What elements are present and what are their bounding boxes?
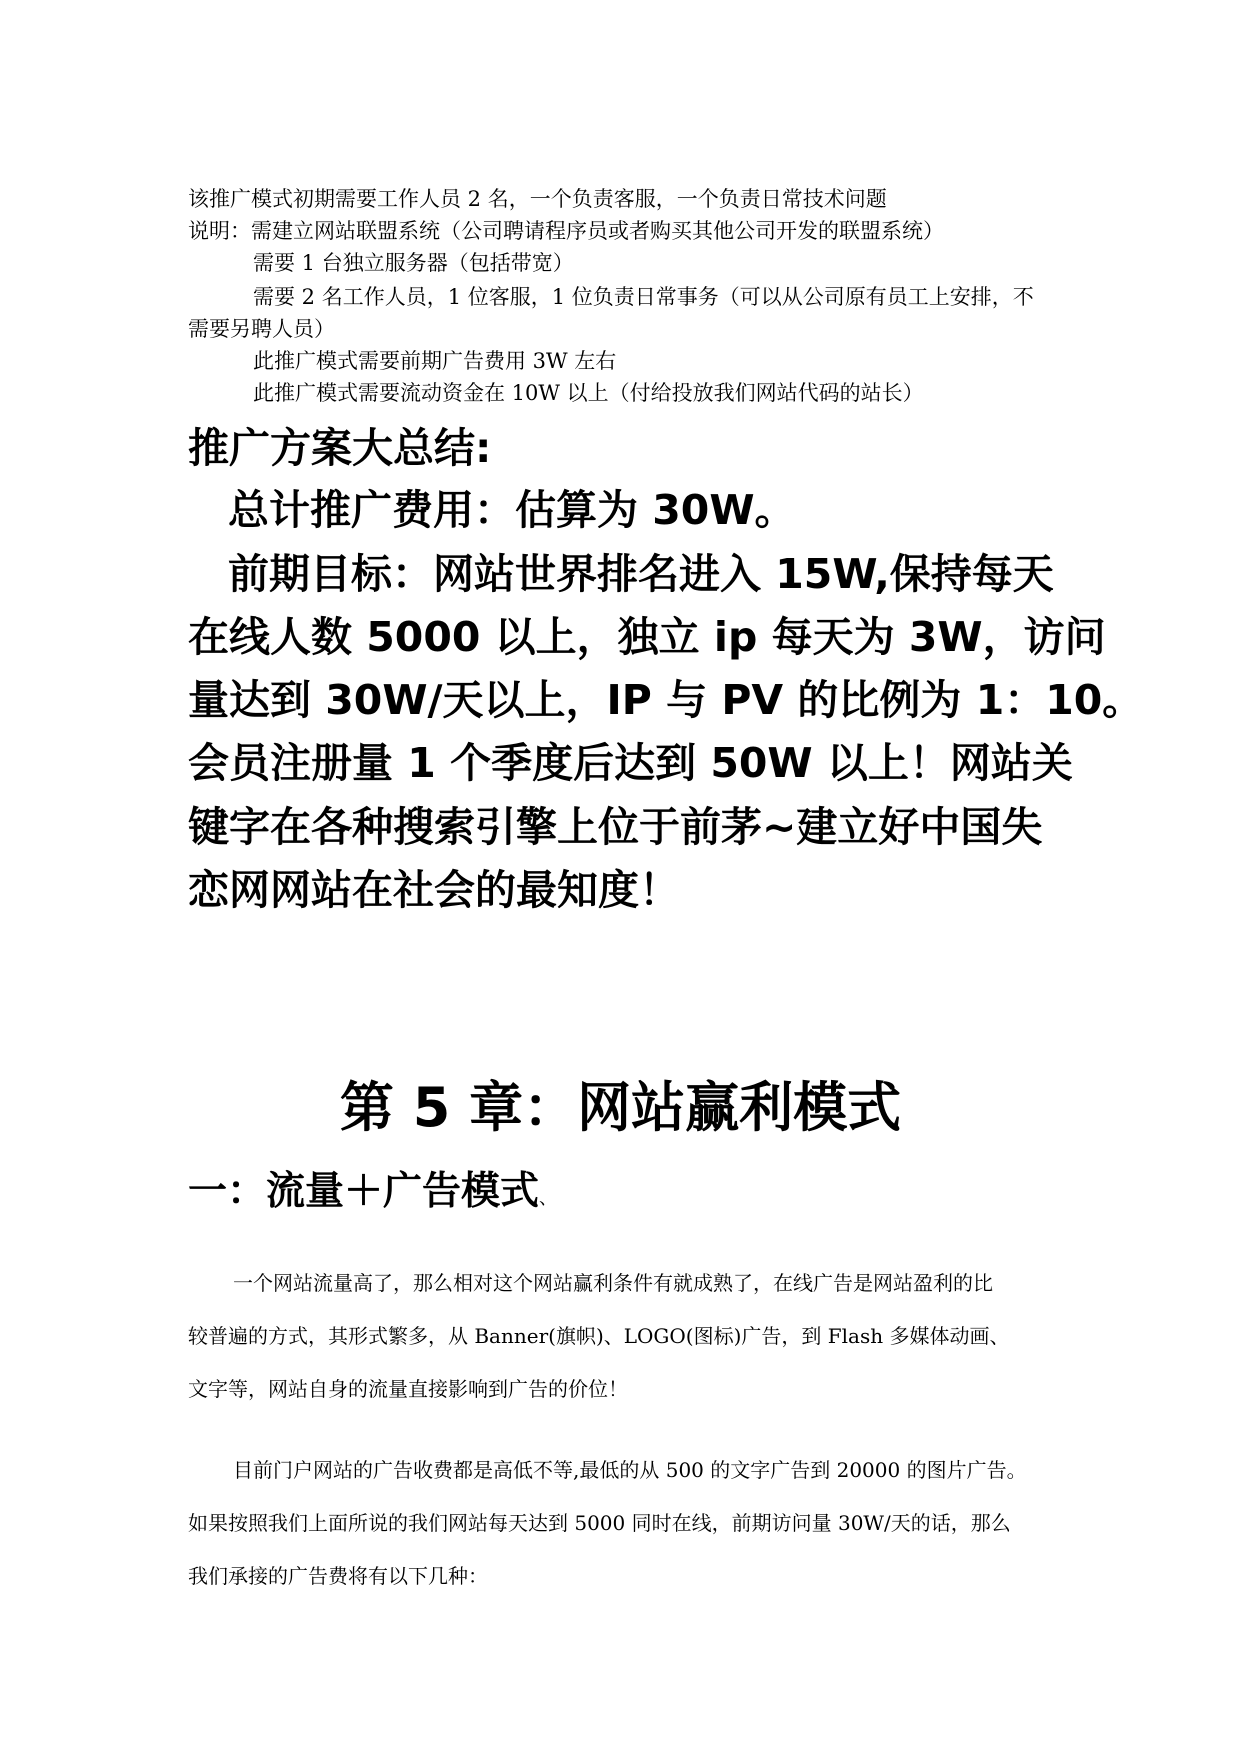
body-line: 较普遍的方式，其形式繁多，从 Banner(旗帜)、LOGO(图标)广告，到 Flash 多媒体动画、 bbox=[188, 1324, 1010, 1348]
summary-goal-line: 前期目标：网站世界排名进入 15W,保持每天 bbox=[228, 550, 1054, 598]
section-title-mark: 、 bbox=[539, 1188, 558, 1209]
summary-goal-line: 在线人数 5000 以上，独立 ip 每天为 3W，访问 bbox=[188, 613, 1106, 661]
summary-heading: 推广方案大总结: bbox=[188, 424, 492, 472]
body-line: 我们承接的广告费将有以下几种： bbox=[188, 1564, 488, 1588]
intro-line: 说明：需建立网站联盟系统（公司聘请程序员或者购买其他公司开发的联盟系统） bbox=[188, 219, 944, 243]
intro-line: 此推广模式需要前期广告费用 3W 左右 bbox=[253, 349, 617, 373]
intro-line: 需要 2 名工作人员，1 位客服，1 位负责日常事务（可以从公司原有员工上安排，不 bbox=[253, 285, 1034, 309]
body-line: 目前门户网站的广告收费都是高低不等,最低的从 500 的文字广告到 20000 的图片广告。 bbox=[233, 1458, 1027, 1482]
body-line: 一个网站流量高了，那么相对这个网站赢利条件有就成熟了，在线广告是网站盈利的比 bbox=[233, 1271, 993, 1295]
intro-line: 需要 1 台独立服务器（包括带宽） bbox=[253, 251, 574, 275]
intro-line: 此推广模式需要流动资金在 10W 以上（付给投放我们网站代码的站长） bbox=[253, 381, 924, 405]
chapter-title: 第 5 章：网站赢利模式 bbox=[339, 1076, 902, 1139]
summary-goal-line: 量达到 30W/天以上，IP 与 PV 的比例为 1：10。 bbox=[188, 676, 1144, 724]
intro-line: 需要另聘人员） bbox=[188, 317, 335, 341]
section-title bbox=[188, 1164, 557, 1227]
summary-goal-line: 会员注册量 1 个季度后达到 50W 以上！网站关 bbox=[188, 739, 1073, 787]
intro-line: 该推广模式初期需要工作人员 2 名，一个负责客服，一个负责日常技术问题 bbox=[188, 187, 887, 211]
summary-goal-line: 键字在各种搜索引擎上位于前茅~建立好中国失 bbox=[188, 803, 1043, 851]
body-line: 文字等，网站自身的流量直接影响到广告的价位！ bbox=[188, 1377, 628, 1401]
summary-total-cost: 总计推广费用：估算为 30W。 bbox=[228, 486, 796, 534]
body-line: 如果按照我们上面所说的我们网站每天达到 5000 同时在线，前期访问量 30W/天的话，那么 bbox=[188, 1511, 1011, 1535]
summary-goal-line: 恋网网站在社会的最知度！ bbox=[188, 866, 680, 914]
section-title-text: 一：流量＋广告模式 bbox=[188, 1169, 540, 1214]
